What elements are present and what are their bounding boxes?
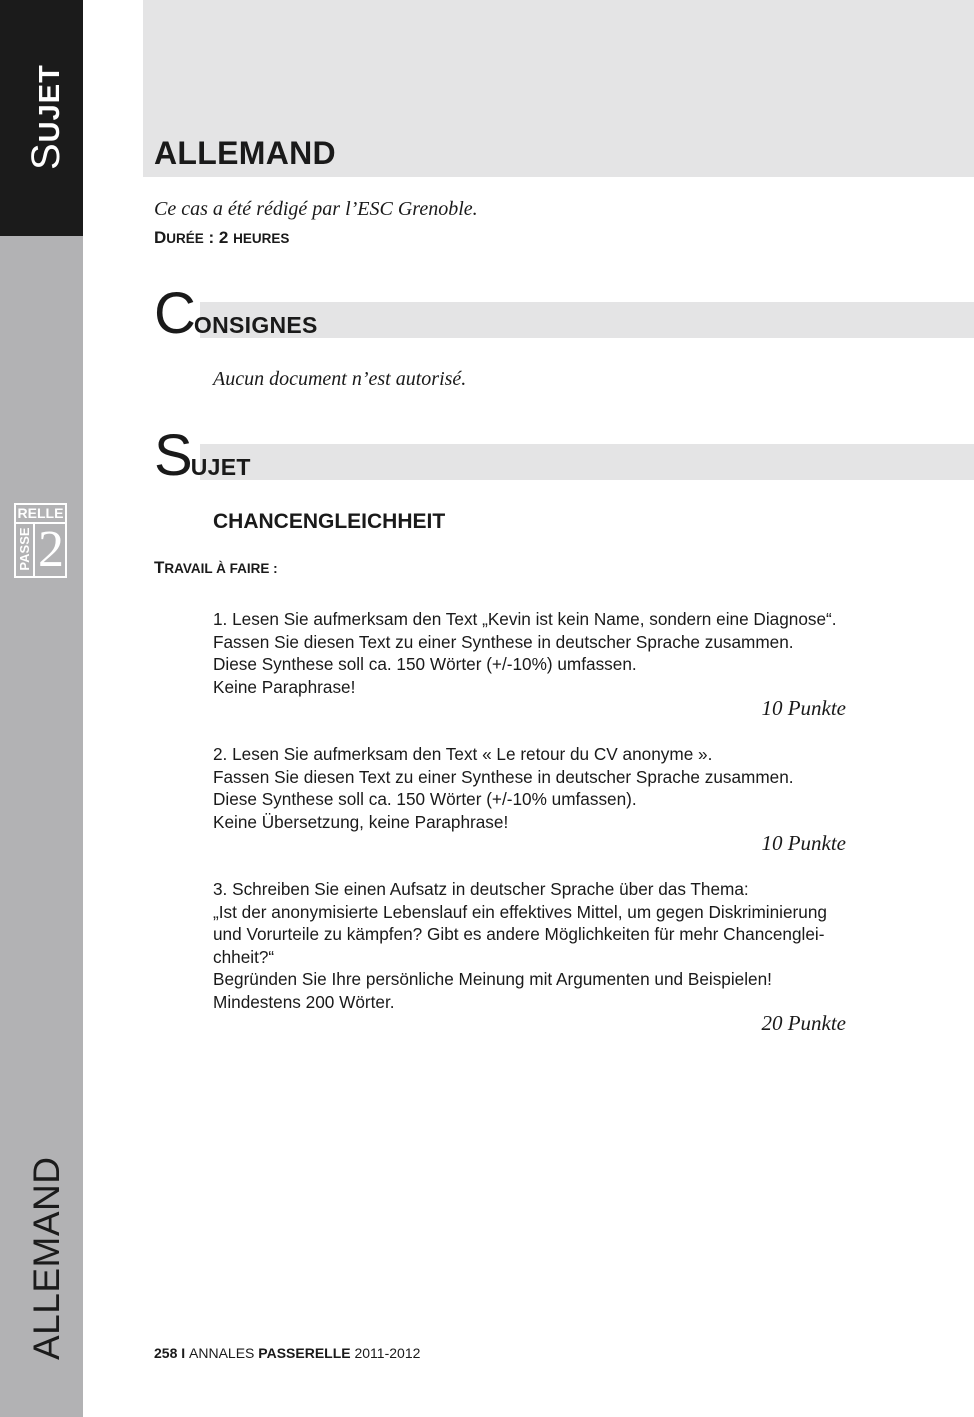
task-line: chheit?“ <box>213 946 275 967</box>
task-2 <box>213 743 903 833</box>
task-line: Keine Paraphrase! <box>213 676 356 697</box>
logo-top-text: RELLE <box>16 505 65 524</box>
left-sidebar <box>0 0 83 1417</box>
logo-side-text: PASSE <box>17 527 32 571</box>
passerelle-logo <box>14 503 67 578</box>
task-line: 1. Lesen Sie aufmerksam den Text „Kevin ist kein Name, sondern eine Diagnose“. <box>213 609 837 629</box>
task-line: und Vorurteile zu kämpfen? Gibt es andere Möglichkeiten für mehr Chancenglei- <box>213 924 825 945</box>
task-line: Begründen Sie Ihre persönliche Meinung mit Argumenten und Beispielen! <box>213 969 772 990</box>
task-1 <box>213 608 903 698</box>
task-1-points: 10 Punkte <box>761 696 846 720</box>
travail-label: TRAVAIL À FAIRE : <box>154 558 278 577</box>
duration-label: DURÉE : 2 HEURES <box>154 228 290 247</box>
task-3 <box>213 878 903 1014</box>
task-line: Mindestens 200 Wörter. <box>213 991 395 1012</box>
consignes-text: Aucun document n’est autorisé. <box>213 368 467 390</box>
task-line: Diese Synthese soll ca. 150 Wörter (+/-10%) umfassen. <box>213 654 637 675</box>
task-line: 3. Schreiben Sie einen Aufsatz in deutscher Sprache über das Thema: <box>213 879 749 899</box>
sidebar-sujet-label: SUJET <box>24 64 68 170</box>
subject-title: CHANCENGLEICHHEIT <box>213 510 446 533</box>
sujet-heading: SUJET <box>154 423 251 488</box>
page-footer: 258 I ANNALES PASSERELLE 2011-2012 <box>154 1345 421 1361</box>
intro-text: Ce cas a été rédigé par l’ESC Grenoble. <box>154 198 478 220</box>
task-line: Diese Synthese soll ca. 150 Wörter (+/-10% umfassen). <box>213 789 637 810</box>
page-title: ALLEMAND <box>154 135 336 171</box>
sidebar-allemand-label: ALLEMAND <box>26 1156 67 1360</box>
task-line: Fassen Sie diesen Text zu einer Synthese in deutscher Sprache zusammen. <box>213 766 794 787</box>
task-line: Keine Übersetzung, keine Paraphrase! <box>213 811 509 832</box>
sujet-band <box>200 444 974 480</box>
task-3-points: 20 Punkte <box>761 1011 846 1035</box>
task-2-points: 10 Punkte <box>761 831 846 855</box>
task-line: 2. Lesen Sie aufmerksam den Text « Le retour du CV anonyme ». <box>213 744 713 764</box>
task-line: Fassen Sie diesen Text zu einer Synthese in deutscher Sprache zusammen. <box>213 631 794 652</box>
consignes-heading: CONSIGNES <box>154 281 318 346</box>
logo-number: 2 <box>33 524 67 576</box>
page-number: 258 <box>154 1345 178 1361</box>
task-line: „Ist der anonymisierte Lebenslauf ein effektives Mittel, um gegen Diskriminierung <box>213 901 827 922</box>
